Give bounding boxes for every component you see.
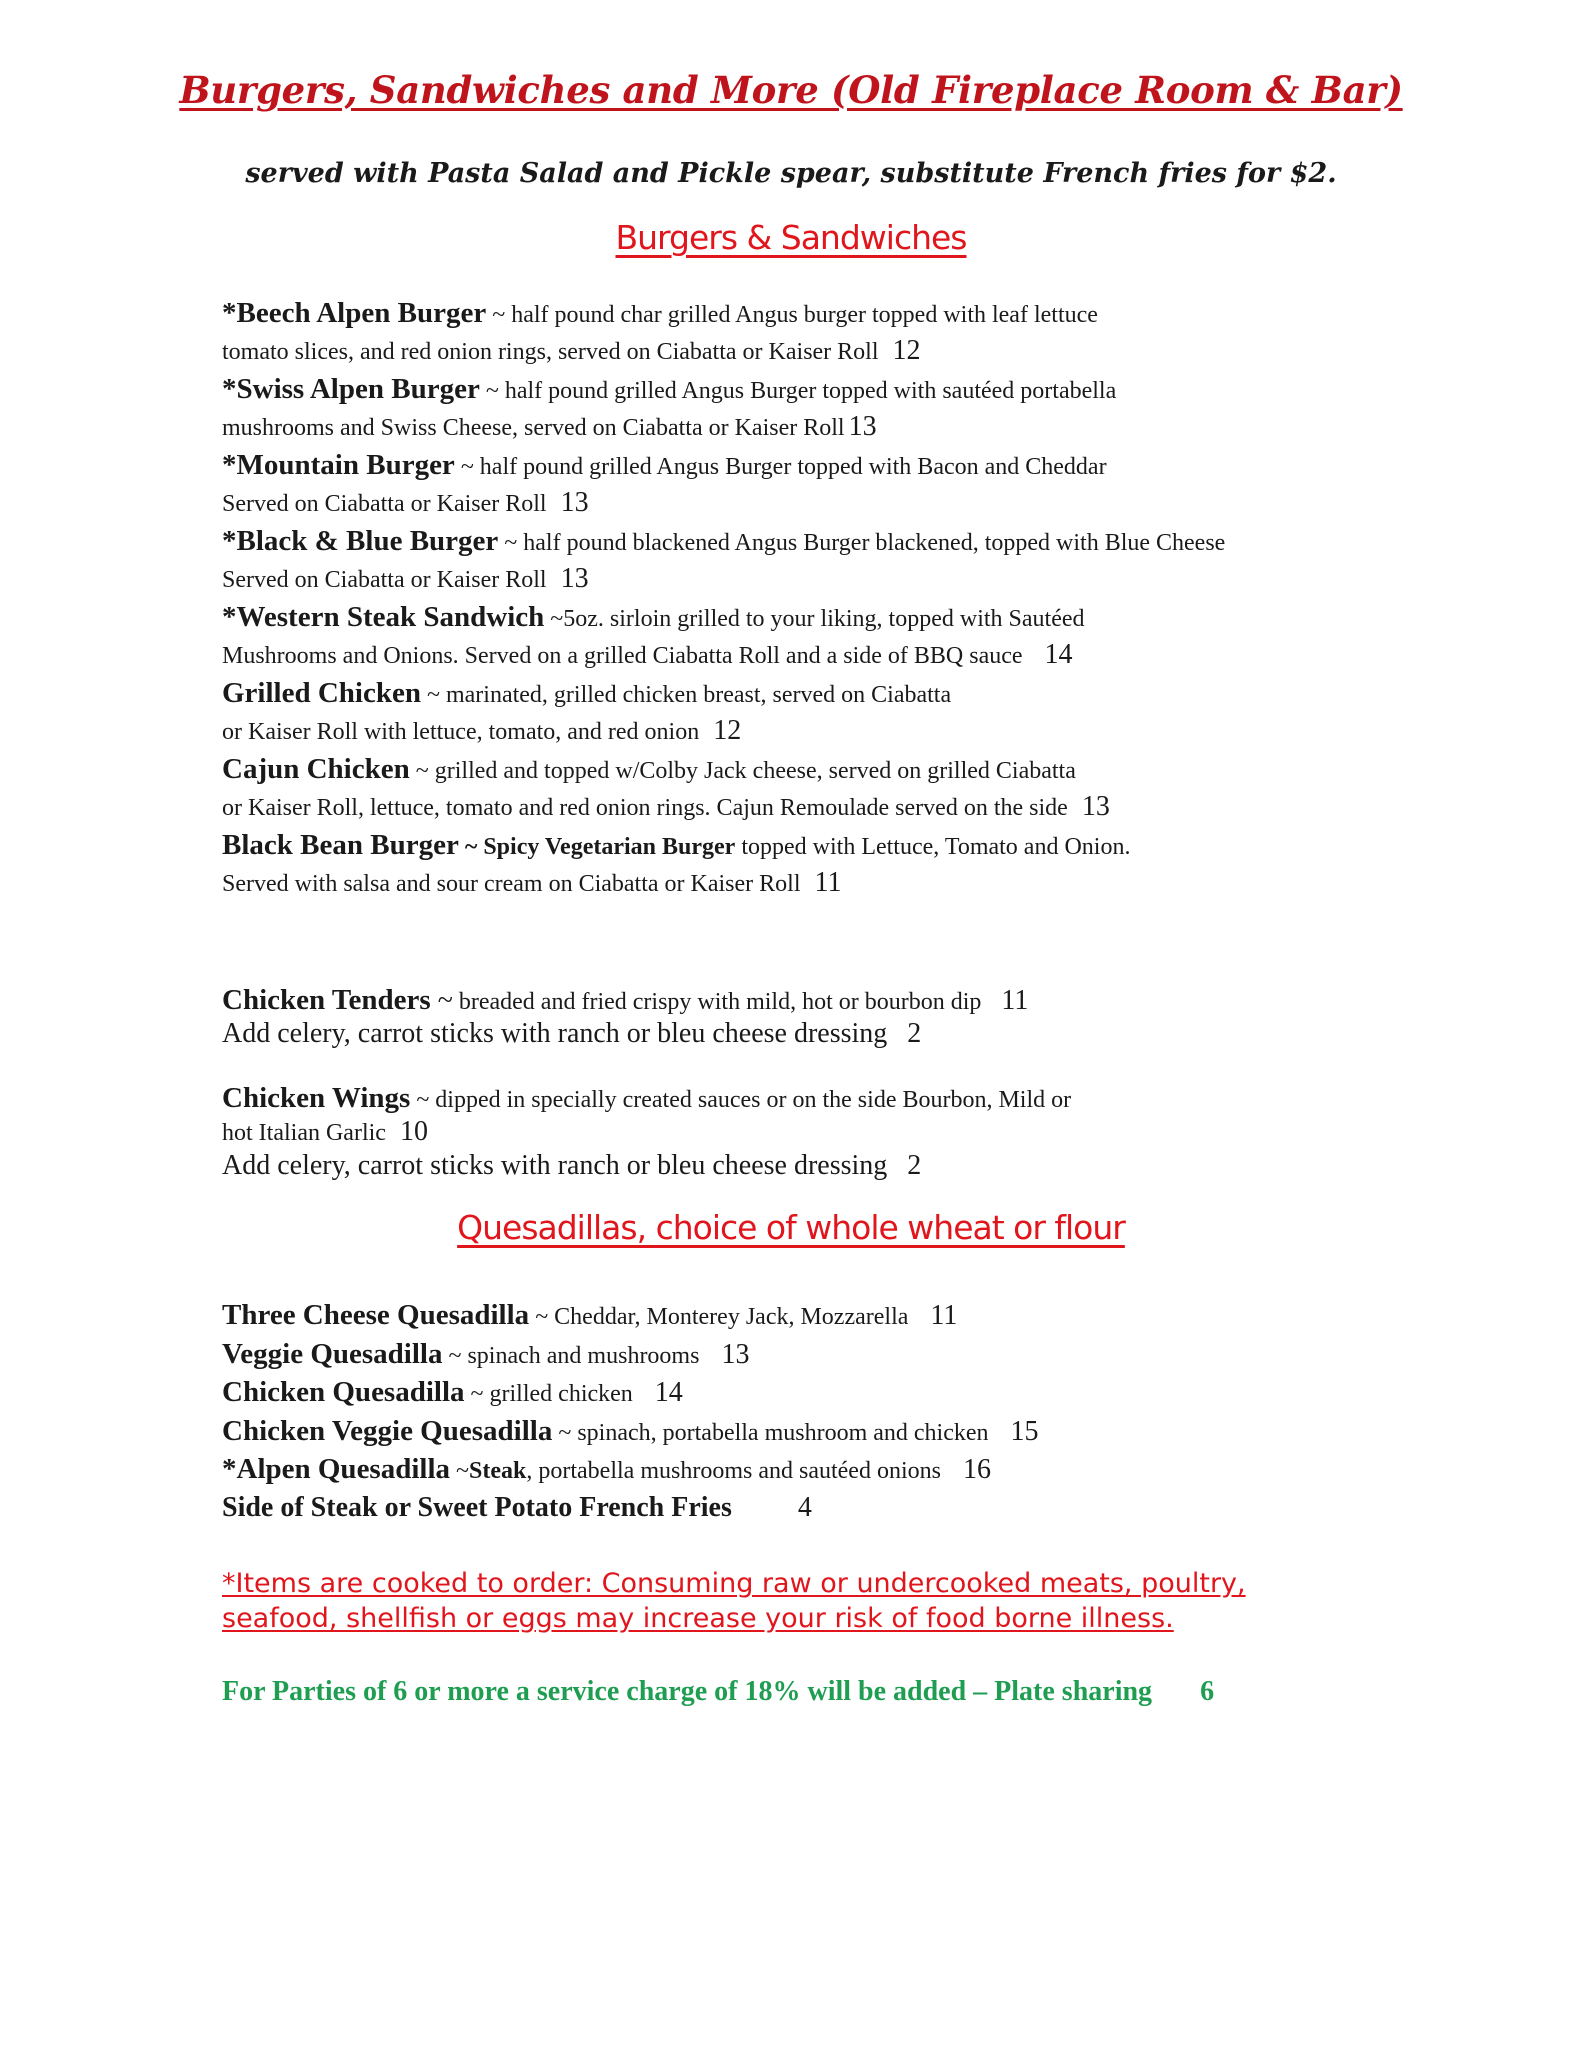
item-name: Chicken Tenders [222, 984, 431, 1016]
item-description: Served on Ciabatta or Kaiser Roll [222, 491, 547, 517]
addon-line [222, 1017, 1422, 1051]
item-description: or Kaiser Roll, lettuce, tomato and red onion rings. Cajun Remoulade served on the side [222, 795, 1068, 821]
tilde-separator: ~ [430, 985, 453, 1016]
item-name: Grilled Chicken [222, 677, 421, 709]
item-description: mushrooms and Swiss Cheese, served on Ciabatta or Kaiser Roll [222, 415, 845, 441]
item-description: topped with Lettuce, Tomato and Onion. [735, 834, 1131, 860]
menu-item-line [222, 522, 1422, 560]
menu-item-line [222, 332, 1422, 370]
item-description: ~ half pound grilled Angus Burger topped with Bacon and Cheddar [454, 454, 1107, 480]
item-name: Veggie Quesadilla [222, 1337, 443, 1370]
addon-price: 2 [907, 1150, 922, 1181]
item-description: , portabella mushrooms and sautéed onions [526, 1458, 941, 1484]
addon-text: Add celery, carrot sticks with ranch or bleu cheese dressing [222, 1018, 888, 1049]
item-description: ~ Cheddar, Monterey Jack, Mozzarella [529, 1304, 909, 1330]
item-price: 13 [721, 1338, 750, 1370]
item-description-bold: Spicy Vegetarian Burger [483, 834, 736, 860]
item-description: ~ marinated, grilled chicken breast, served on Ciabatta [420, 682, 952, 708]
wings-block [222, 1081, 1422, 1183]
menu-item-line [222, 788, 1422, 826]
menu-item-line [222, 598, 1422, 636]
item-name: *Mountain Burger [222, 449, 455, 481]
addon-text: Add celery, carrot sticks with ranch or bleu cheese dressing [222, 1150, 888, 1181]
tenders-block [222, 983, 1422, 1051]
item-price: 14 [654, 1377, 683, 1408]
service-charge-price: 6 [1200, 1676, 1215, 1707]
item-name: Black Bean Burger [222, 829, 459, 861]
item-price: 13 [560, 563, 589, 594]
item-price: 11 [1001, 985, 1029, 1016]
menu-item-line [222, 1450, 1422, 1489]
item-name: Cajun Chicken [222, 753, 410, 785]
menu-item-line [222, 1373, 1422, 1412]
item-name: *Western Steak Sandwich [222, 601, 545, 633]
menu-item-line [222, 712, 1422, 750]
item-description: ~5oz. sirloin grilled to your liking, topped with Sautéed [544, 606, 1085, 632]
item-description: ~ grilled chicken [464, 1381, 633, 1407]
item-price: 16 [962, 1454, 991, 1485]
item-price: 13 [1081, 791, 1110, 822]
item-description: ~ spinach, portabella mushroom and chicken [552, 1419, 989, 1446]
tilde-separator: ~ [458, 834, 484, 860]
item-name: Chicken Wings [222, 1082, 411, 1114]
item-price: 12 [713, 715, 742, 746]
menu-item-line [222, 750, 1422, 788]
menu-item-line [222, 636, 1422, 674]
item-description: ~ spinach and mushrooms [442, 1342, 700, 1369]
item-name: *Black & Blue Burger [222, 525, 499, 557]
page-subtitle: served with Pasta Salad and Pickle spear, substitute French fries for $2. [245, 158, 1337, 189]
item-description: ~ half pound grilled Angus Burger topped with sautéed portabella [479, 378, 1117, 404]
menu-item-line [222, 826, 1422, 864]
item-price: 4 [797, 1491, 812, 1523]
menu-item-line [222, 484, 1422, 522]
item-name: Chicken Veggie Quesadilla [222, 1414, 553, 1447]
item-price: 11 [930, 1300, 958, 1331]
notice-line: *Items are cooked to order: Consuming raw or undercooked meats, poultry, [222, 1568, 1246, 1599]
menu-item-line [222, 1296, 1422, 1335]
item-description: Served with salsa and sour cream on Ciabatta or Kaiser Roll [222, 871, 801, 897]
item-price: 13 [848, 411, 877, 442]
item-name: Three Cheese Quesadilla [222, 1299, 530, 1331]
item-description: breaded and fried crispy with mild, hot or bourbon dip [452, 989, 982, 1015]
menu-item-line [222, 1412, 1422, 1451]
section-heading-burgers: Burgers & Sandwiches [615, 218, 967, 257]
quesadilla-list [222, 1296, 1422, 1527]
item-description: ~ half pound blackened Angus Burger blackened, topped with Blue Cheese [498, 530, 1226, 556]
burger-list [222, 294, 1422, 902]
service-charge-note [222, 1676, 1214, 1708]
tilde-separator: ~ [450, 1458, 470, 1484]
menu-item-line [222, 864, 1422, 902]
menu-item-line [222, 408, 1422, 446]
food-safety-notice [222, 1566, 1372, 1636]
item-name: Side of Steak or Sweet Potato French Fries [222, 1491, 732, 1523]
menu-item-line [222, 370, 1422, 408]
menu-item-line [222, 1115, 1422, 1149]
item-price: 10 [399, 1116, 428, 1147]
page-title: Burgers, Sandwiches and More (Old Fireplace Room & Bar) [179, 68, 1403, 112]
menu-item-line [222, 983, 1422, 1017]
notice-line: seafood, shellfish or eggs may increase your risk of food borne illness. [222, 1603, 1174, 1634]
menu-item-line [222, 446, 1422, 484]
item-name: Chicken Quesadilla [222, 1376, 465, 1408]
menu-item-line [222, 294, 1422, 332]
item-description: ~ dipped in specially created sauces or on the side Bourbon, Mild or [410, 1087, 1072, 1113]
addon-line [222, 1149, 1422, 1183]
item-description: tomato slices, and red onion rings, served on Ciabatta or Kaiser Roll [222, 339, 879, 365]
item-name: *Alpen Quesadilla [222, 1453, 451, 1485]
item-price: 14 [1044, 639, 1073, 670]
item-name: *Swiss Alpen Burger [222, 373, 480, 405]
menu-item-line [222, 1489, 1422, 1528]
item-price: 15 [1010, 1415, 1039, 1447]
menu-item-line [222, 560, 1422, 598]
menu-item-line [222, 674, 1422, 712]
item-description: hot Italian Garlic [222, 1120, 386, 1146]
addon-price: 2 [907, 1018, 922, 1049]
item-name: *Beech Alpen Burger [222, 297, 487, 329]
item-description: ~ half pound char grilled Angus burger topped with leaf lettuce [486, 302, 1098, 328]
item-price: 11 [814, 867, 842, 898]
item-description: Mushrooms and Onions. Served on a grilled Ciabatta Roll and a side of BBQ sauce [222, 643, 1023, 669]
item-price: 12 [892, 335, 921, 366]
item-description-bold: Steak [469, 1458, 527, 1484]
menu-item-line [222, 1081, 1422, 1115]
item-description: ~ grilled and topped w/Colby Jack cheese, served on grilled Ciabatta [409, 758, 1076, 784]
item-price: 13 [560, 487, 589, 518]
item-description: or Kaiser Roll with lettuce, tomato, and red onion [222, 719, 700, 745]
section-heading-quesadillas: Quesadillas, choice of whole wheat or flour [457, 1208, 1125, 1247]
service-charge-text: For Parties of 6 or more a service charge of 18% will be added – Plate sharing [222, 1676, 1153, 1707]
menu-item-line [222, 1335, 1422, 1374]
item-description: Served on Ciabatta or Kaiser Roll [222, 567, 547, 593]
